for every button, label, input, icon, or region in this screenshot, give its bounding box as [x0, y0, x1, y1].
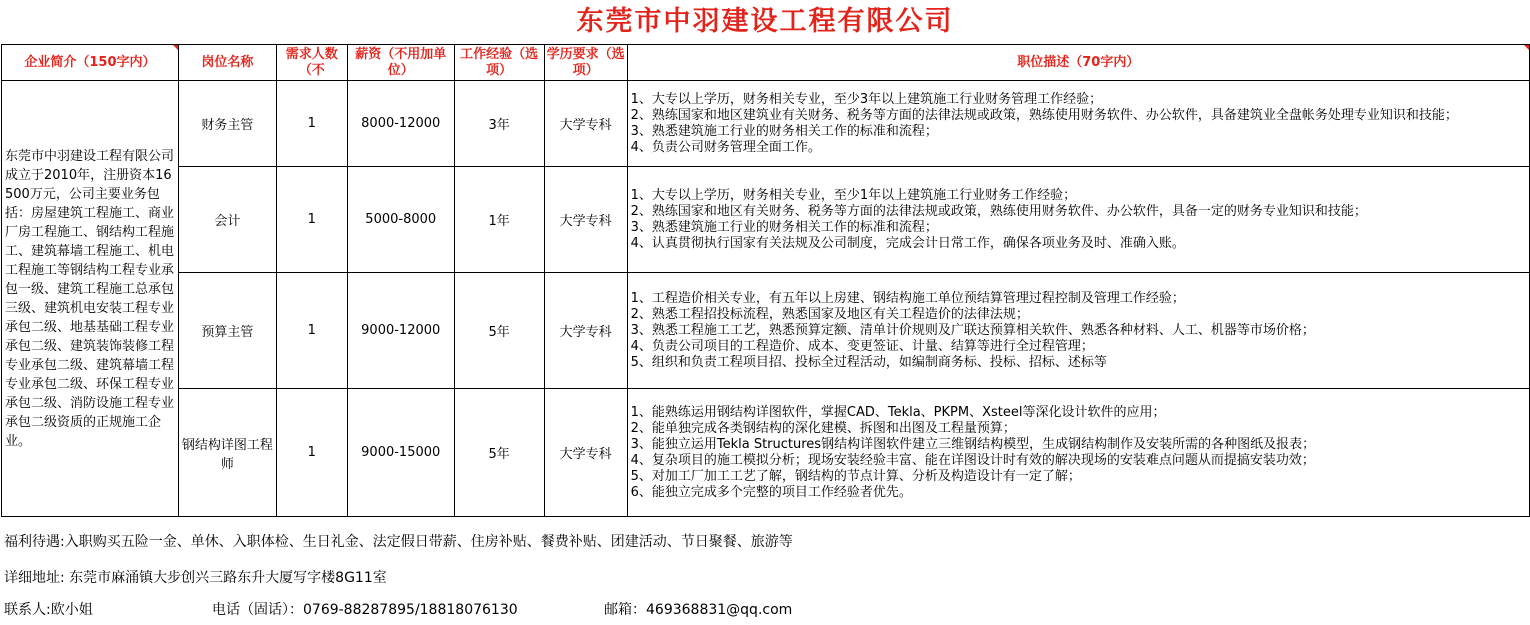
company-title: 东莞市中羽建设工程有限公司: [576, 6, 954, 37]
job-education: 大学专科: [544, 81, 627, 167]
job-education: 大学专科: [544, 389, 627, 517]
job-table: [1, 44, 1530, 517]
header-row: [2, 45, 1530, 81]
job-experience: 1年: [454, 167, 544, 273]
job-position: 财务主管: [178, 81, 276, 167]
table-row: [2, 81, 1530, 167]
job-position: 会计: [178, 167, 276, 273]
job-salary: 9000-15000: [347, 389, 454, 517]
header-count: 需求人数（不: [276, 45, 347, 81]
job-education: 大学专科: [544, 167, 627, 273]
header-salary: 薪资（不用加单位）: [347, 45, 454, 81]
company-intro: 东莞市中羽建设工程有限公司成立于2010年，注册资本16500万元，公司主要业务包括：房屋建筑工程施工、商业厂房工程施工、钢结构工程施工、建筑幕墙工程施工、机电工程施工等钢结构工程专业承包一级、建筑工程施工总承包三级、建筑机电安装工程专业承包二级、地基基础工程专业承包二级、建筑装饰装修工程专业承包二级、建筑幕墙工程专业承包二级、环保工程专业承包二级、消防设施工程专业承包二级资质的正规施工企业。: [2, 81, 179, 517]
benefits-text: 福利待遇:入职购买五险一金、单休、入职体检、生日礼金、法定假日带薪、住房补贴、餐费补贴、团建活动、节日聚餐、旅游等: [4, 534, 793, 550]
table-row: [2, 167, 1530, 273]
header-education: 学历要求（选项）: [544, 45, 627, 81]
job-count: 1: [276, 81, 347, 167]
job-count: 1: [276, 273, 347, 389]
job-salary: 5000-8000: [347, 167, 454, 273]
job-count: 1: [276, 389, 347, 517]
table-row: [2, 389, 1530, 517]
job-description: 1、能熟练运用钢结构详图软件，掌握CAD、Tekla、PKPM、Xsteel等深化设计软件的应用； 2、能单独完成各类钢结构的深化建模、拆图和出图及工程量预算； 3、能独立运用Tekla Structures钢结构详图软件建立三维钢结构模型，生成钢结构制作及安装所需的各种图纸及报表； 4、复杂项目的施工模拟分析；现场安装经验丰富、能在详图设计时有效的解决现场的安装难点问题从而提搞安装功效； 5、对加工厂加工工艺了解，钢结构的节点计算、分析及构造设计有一定了解； 6、能独立完成多个完整的项目工作经验者优先。: [627, 389, 1529, 517]
job-description: 1、工程造价相关专业，有五年以上房建、钢结构施工单位预结算管理过程控制及管理工作经验； 2、熟悉工程招投标流程，熟悉国家及地区有关工程造价的法律法规； 3、熟悉工程施工工艺，熟悉预算定额、清单计价规则及广联达预算相关软件、熟悉各种材料、人工、机器等市场价格； 4、负责公司项目的工程造价、成本、变更签证、计量、结算等进行全过程管理； 5、组织和负责工程项目招、投标全过程活动，如编制商务标、投标、招标、述标等: [627, 273, 1529, 389]
contact-person: 联系人:欧小姐: [4, 602, 93, 618]
job-count: 1: [276, 167, 347, 273]
comment-marker-icon: [173, 45, 178, 50]
header-position: 岗位名称: [178, 45, 276, 81]
contact-phone: 电话（固话）：0769-88287895/18818076130: [212, 602, 518, 618]
job-salary: 8000-12000: [347, 81, 454, 167]
address-text: 详细地址: 东莞市麻涌镇大步创兴三路东升大厦写字楼8G11室: [4, 570, 387, 586]
contact-email: 邮箱：469368831@qq.com: [604, 602, 793, 618]
comment-marker-icon: [1524, 45, 1529, 50]
job-experience: 3年: [454, 81, 544, 167]
header-description: 职位描述（70字内）: [627, 45, 1529, 81]
job-salary: 9000-12000: [347, 273, 454, 389]
job-position: 预算主管: [178, 273, 276, 389]
job-experience: 5年: [454, 389, 544, 517]
job-position: 钢结构详图工程师: [178, 389, 276, 517]
job-education: 大学专科: [544, 273, 627, 389]
job-description: 1、大专以上学历，财务相关专业，至少1年以上建筑施工行业财务工作经验； 2、熟练国家和地区有关财务、税务等方面的法律法规或政策，熟练使用财务软件、办公软件，具备一定的财务专业知识和技能； 3、熟悉建筑施工行业的财务相关工作的标准和流程； 4、认真贯彻执行国家有关法规及公司制度，完成会计日常工作，确保各项业务及时、准确入账。: [627, 167, 1529, 273]
job-description: 1、大专以上学历，财务相关专业，至少3年以上建筑施工行业财务管理工作经验； 2、熟练国家和地区建筑业有关财务、税务等方面的法律法规或政策，熟练使用财务软件、办公软件，具备建筑业全盘帐务处理专业知识和技能； 3、熟悉建筑施工行业的财务相关工作的标准和流程； 4、负责公司财务管理全面工作。: [627, 81, 1529, 167]
header-experience: 工作经验（选项）: [454, 45, 544, 81]
table-row: [2, 273, 1530, 389]
header-intro: 企业简介（150字内）: [2, 45, 179, 81]
job-experience: 5年: [454, 273, 544, 389]
